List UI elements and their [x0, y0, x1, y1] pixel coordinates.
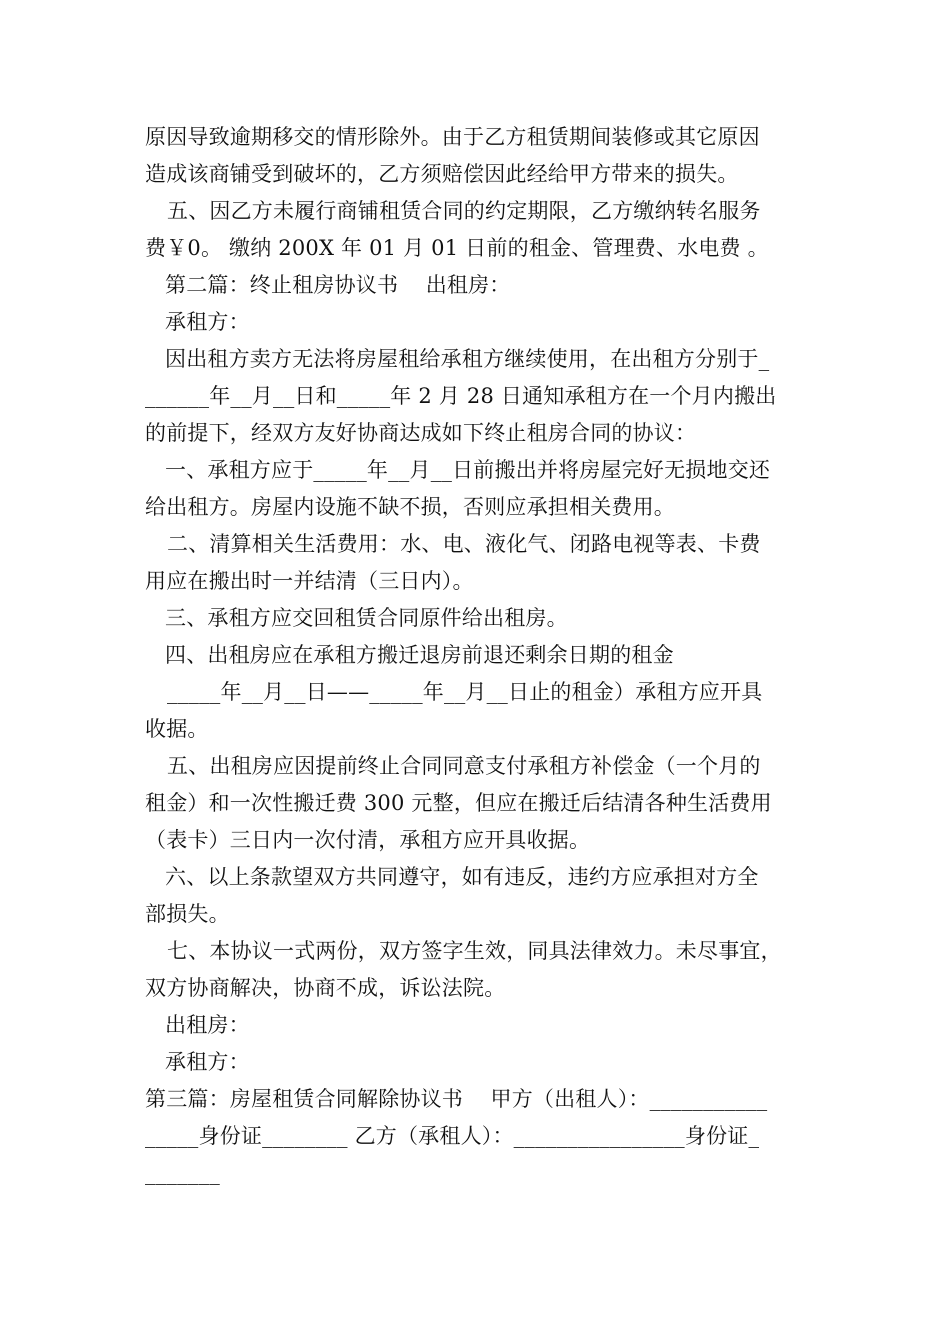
- text-line: 收据。: [145, 717, 209, 741]
- signature-label: 出租房：: [165, 1013, 250, 1037]
- text-line: 部损失。: [145, 902, 230, 926]
- text-line: 四、出租房应在承租方搬迁退房前退还剩余日期的租金: [165, 643, 674, 667]
- text-line: _____年__月__日——_____年__月__日止的租金）承租方应开具: [167, 680, 763, 704]
- text-line: _____身份证________ 乙方（承租人）：________________身份证_: [145, 1124, 760, 1148]
- text-line: 二、清算相关生活费用：水、电、液化气、闭路电视等表、卡费: [167, 532, 761, 556]
- text-line: 承租方：: [165, 310, 250, 334]
- text-line: （表卡）三日内一次付清，承租方应开具收据。: [145, 828, 591, 852]
- text-line: 租金）和一次性搬迁费 300 元整，但应在搬迁后结清各种生活费用: [145, 791, 772, 815]
- text-line: 双方协商解决，协商不成，诉讼法院。: [145, 976, 506, 1000]
- text-line: 五、出租房应因提前终止合同同意支付承租方补偿金（一个月的: [167, 754, 761, 778]
- text-line: 七、本协议一式两份，双方签字生效，同具法律效力。未尽事宜，: [167, 939, 782, 963]
- text-line: 三、承租方应交回租赁合同原件给出租房。: [165, 606, 568, 630]
- text-line: 费￥0。 缴纳 200X 年 01 月 01 日前的租金、管理费、水电费 。: [145, 236, 769, 260]
- text-line: 一、承租方应于_____年__月__日前搬出并将房屋完好无损地交还: [165, 458, 771, 482]
- text-line: 五、因乙方未履行商铺租赁合同的约定期限，乙方缴纳转名服务: [167, 199, 761, 223]
- text-line: 用应在搬出时一并结清（三日内）。: [145, 569, 474, 593]
- text-line: 给出租方。房屋内设施不缺不损，否则应承担相关费用。: [145, 495, 675, 519]
- text-line: 原因导致逾期移交的情形除外。由于乙方租赁期间装修或其它原因: [145, 125, 760, 149]
- text-line: 造成该商铺受到破坏的，乙方须赔偿因此经给甲方带来的损失。: [145, 162, 739, 186]
- text-line: _______: [145, 1161, 220, 1185]
- signature-label: 承租方：: [165, 1050, 250, 1074]
- text-line: 六、以上条款望双方共同遵守，如有违反，违约方应承担对方全: [165, 865, 759, 889]
- section-heading: 第三篇：房屋租赁合同解除协议书 甲方（出租人）：___________: [145, 1087, 768, 1111]
- text-line: 因出租方卖方无法将房屋租给承租方继续使用，在出租方分别于_: [165, 347, 770, 371]
- text-line: 的前提下，经双方友好协商达成如下终止租房合同的协议：: [145, 421, 697, 445]
- section-heading: 第二篇：终止租房协议书 出租房：: [165, 273, 511, 297]
- text-line: ______年__月__日和_____年 2 月 28 日通知承租方在一个月内搬出: [145, 384, 777, 408]
